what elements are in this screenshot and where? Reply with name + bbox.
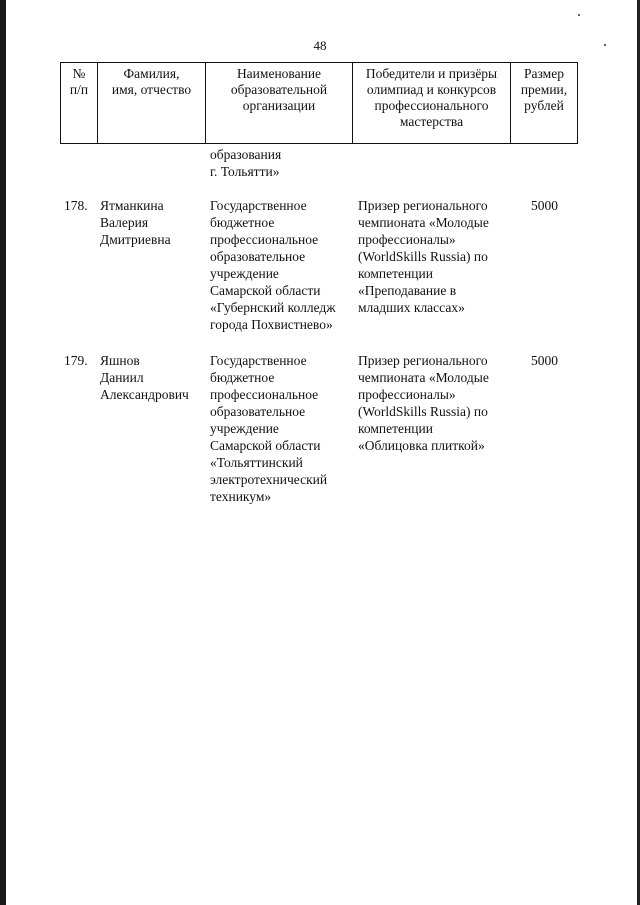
- cell-organization: Государственное бюджетное профессиональное образовательное учреждение Самарской области «Тольяттинский электротехнический техникум»: [210, 353, 328, 504]
- header-full-name-text: Фамилия, имя, отчество: [111, 66, 192, 97]
- header-number-text: № п/п: [69, 66, 89, 97]
- header-prize-text: Размер премии, рублей: [520, 66, 568, 113]
- cell-full-name: Ятманкина Валерия Дмитриевна: [100, 198, 171, 247]
- page-number: 48: [313, 38, 327, 53]
- cell-winner: Призер регионального чемпионата «Молодые профессионалы» (WorldSkills Russia) по компетенции «Облицовка плиткой»: [358, 353, 489, 453]
- cell-organization: Государственное бюджетное профессиональное образовательное учреждение Самарской области «Губернский колледж города Похвистнево»: [210, 198, 336, 332]
- header-full-name: [98, 63, 206, 144]
- cell-full-name: Яшнов Даниил Александрович: [100, 353, 189, 402]
- cell-prize: 5000: [531, 198, 558, 213]
- header-organization-text: Наименование образовательной организации: [230, 66, 328, 113]
- header-winners: [353, 63, 511, 144]
- scan-speck: [578, 14, 580, 16]
- header-number: [61, 63, 98, 144]
- header-winners-text: Победители и призёры олимпиад и конкурсов профессионального мастерства: [365, 66, 498, 129]
- cell-number: 178.: [64, 198, 88, 213]
- table-header: [60, 62, 578, 144]
- cell-prize: 5000: [531, 353, 558, 368]
- cell-number: 179.: [64, 353, 88, 368]
- header-organization: [206, 63, 353, 144]
- cell-winner: Призер регионального чемпионата «Молодые профессионалы» (WorldSkills Russia) по компетенции «Преподавание в младших классах»: [358, 198, 489, 315]
- cell-organization: образования г. Тольятти»: [210, 147, 282, 179]
- scan-edge-left: [0, 0, 6, 905]
- header-prize: [511, 63, 578, 144]
